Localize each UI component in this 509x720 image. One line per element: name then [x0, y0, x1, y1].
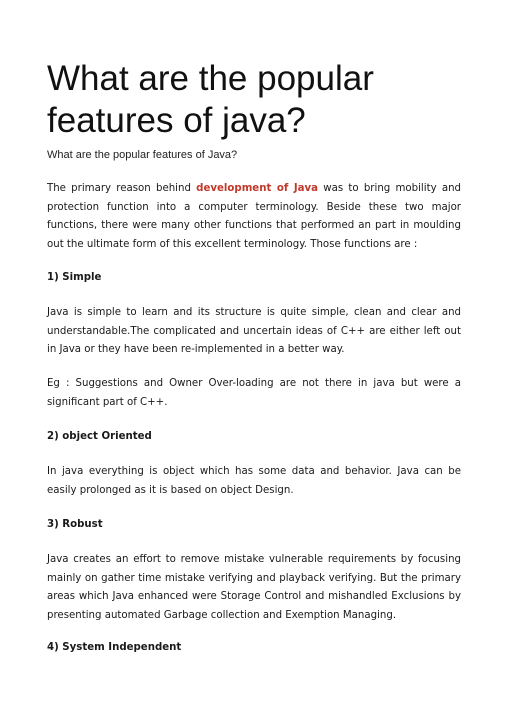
page-subtitle: What are the popular features of Java? [47, 149, 238, 161]
intro-text-after: was to bring mobility and protection function into a computer terminology. Beside these two major functions, there were many other functions that performed an part in moulding out the ultimate form of this excellent terminology. Those functions are : [47, 183, 462, 250]
section-heading-object-oriented: 2) object Oriented [47, 431, 152, 442]
section-heading-simple: 1) Simple [47, 272, 102, 283]
simple-paragraph-2: Eg : Suggestions and Owner Over-loading are not there in java but were a significant part of C++. [47, 378, 461, 408]
section-heading-system-independent: 4) System Independent [47, 642, 182, 653]
object-oriented-paragraph: In java everything is object which has some data and behavior. Java can be easily prolonged as it is based on object Design. [47, 466, 461, 496]
robust-paragraph: Java creates an effort to remove mistake vulnerable requirements by focusing mainly on gather time mistake verifying and playback verifying. But the primary areas which Java enhanced were Storage Control and mishandled Exclusions by presenting automated Garbage collection and Exemption Managing. [47, 554, 461, 621]
simple-paragraph-1: Java is simple to learn and its structure is quite simple, clean and clear and understandable.The complicated and uncertain ideas of C++ are either left out in Java or they have been re-implemented in a better way. [47, 307, 461, 355]
intro-paragraph [47, 180, 461, 254]
page-title: What are the popular features of java? [47, 59, 374, 140]
intro-text-before: The primary reason behind [47, 183, 197, 194]
section-heading-robust: 3) Robust [47, 519, 103, 530]
development-of-java-link[interactable]: development of Java [196, 183, 319, 194]
